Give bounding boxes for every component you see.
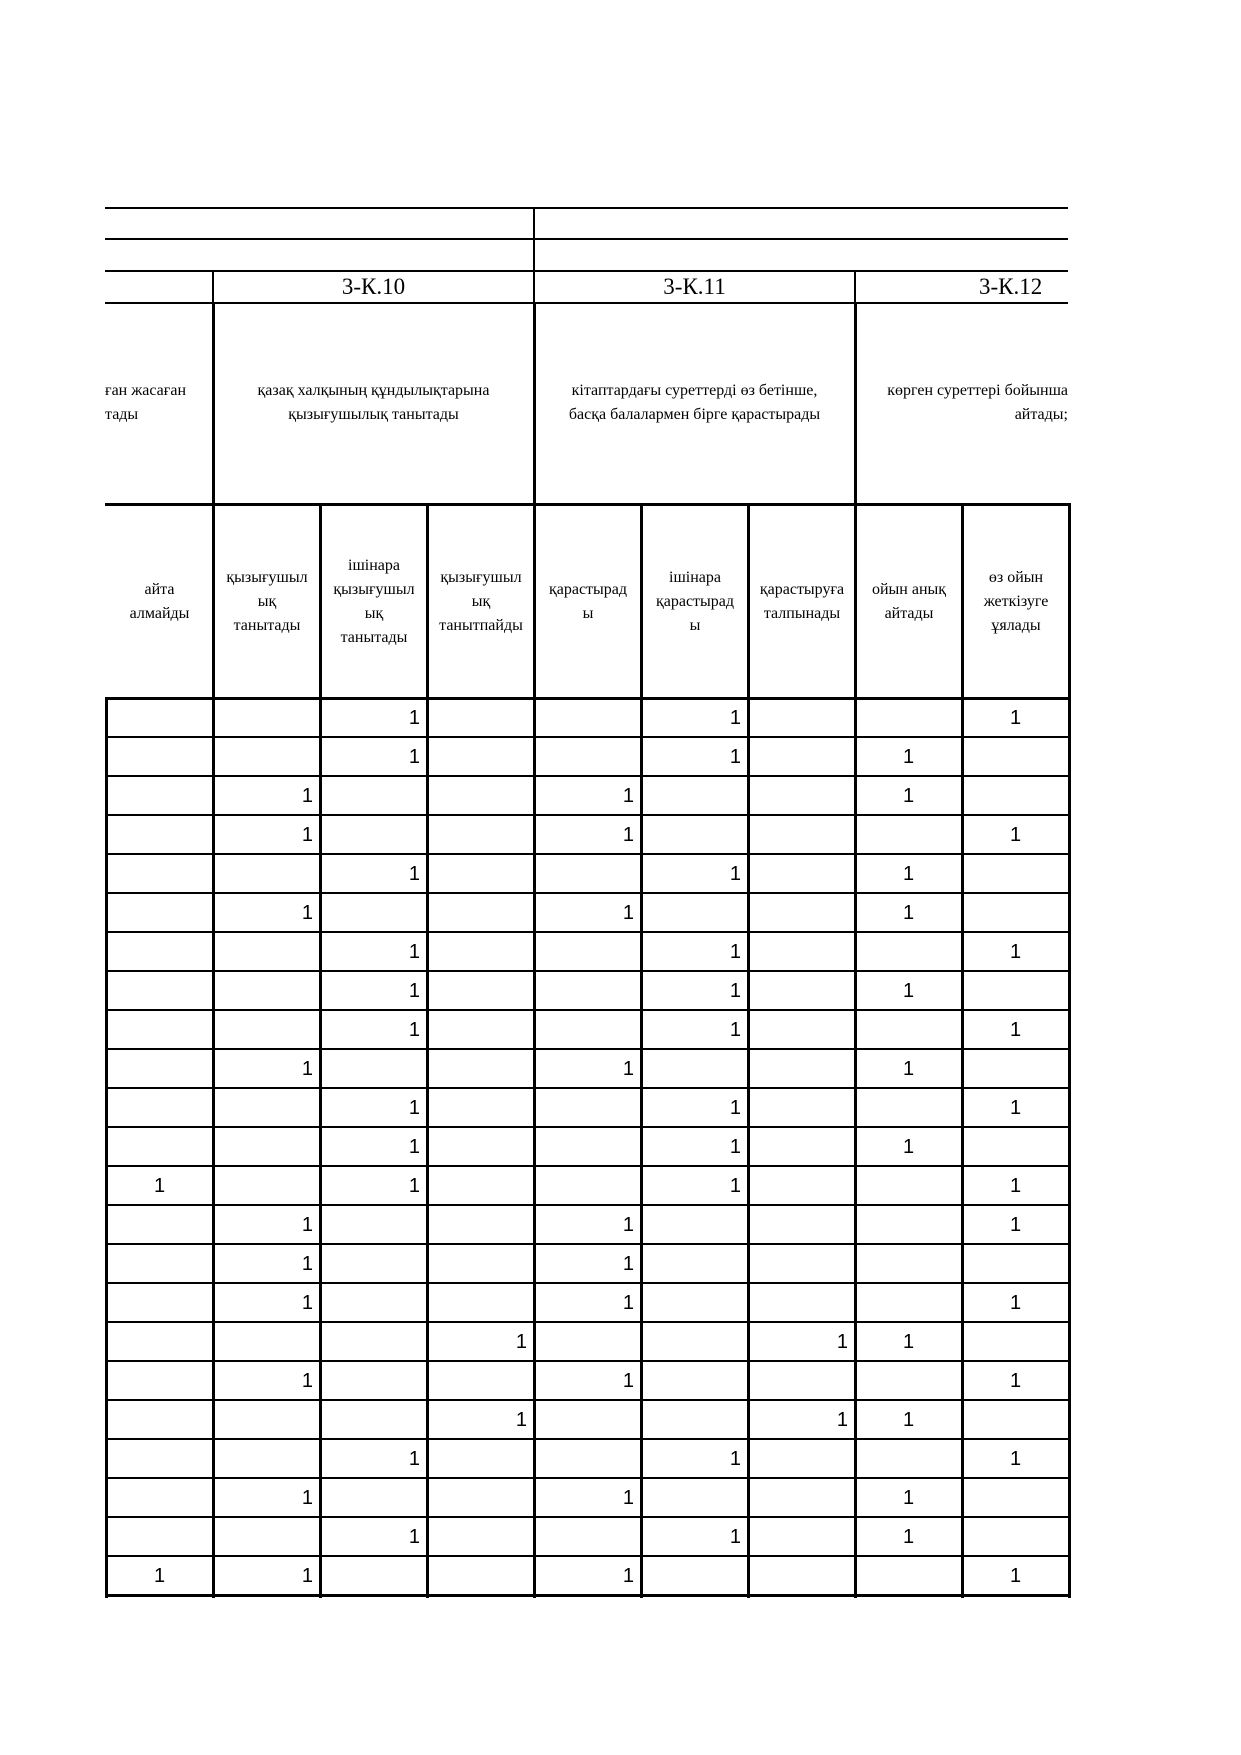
table-cell: [856, 1362, 961, 1400]
table-cell: [535, 1323, 634, 1361]
table-cell: [214, 738, 313, 776]
table-cell: [214, 1011, 313, 1049]
table-cell: [107, 1089, 212, 1127]
table-cell: [749, 1128, 848, 1166]
code-3k11: 3-К.11: [663, 274, 726, 299]
table-cell: [535, 972, 634, 1010]
table-cell: 1: [301, 1487, 313, 1509]
table-cell: 1: [408, 941, 420, 963]
table-cell: 1: [301, 824, 313, 846]
sub-header-4: қарастырад ы: [548, 580, 628, 622]
table-cell: 1: [729, 980, 741, 1002]
table-cell: [428, 972, 527, 1010]
table-cell: 1: [301, 1253, 313, 1275]
table-cell: [214, 1323, 313, 1361]
table-cell: [749, 1206, 848, 1244]
table-cell: 1: [408, 707, 420, 729]
table-cell: 1: [301, 1565, 313, 1587]
table-cell: [107, 1323, 212, 1361]
table-cell: 1: [836, 1409, 848, 1431]
table-cell: [321, 777, 420, 815]
table-cell: [428, 1245, 527, 1283]
table-cell: [535, 1089, 634, 1127]
table-cell: [749, 972, 848, 1010]
table-cell: 1: [902, 1526, 915, 1548]
table-cell: [428, 1518, 527, 1556]
table-cell: [214, 1167, 313, 1205]
table-cell: [963, 855, 1068, 893]
table-cell: [107, 1050, 212, 1088]
table-cell: [107, 1362, 212, 1400]
table-cell: [749, 1089, 848, 1127]
table-cell: [321, 1050, 420, 1088]
table-cell: [428, 1206, 527, 1244]
table-cell: [107, 1401, 212, 1439]
table-cell: 1: [902, 980, 915, 1002]
table-cell: 1: [902, 1487, 915, 1509]
table-cell: [321, 1362, 420, 1400]
sub-header-5: ішінара қарастырад ы: [655, 568, 735, 634]
table-cell: 1: [729, 941, 741, 963]
table-cell: [749, 1050, 848, 1088]
col-line-9: [1068, 503, 1071, 1598]
table-cell: [535, 738, 634, 776]
table-cell: [856, 933, 961, 971]
table-cell: 1: [1009, 1565, 1022, 1587]
table-cell: [428, 1557, 527, 1595]
table-cell: [428, 1362, 527, 1400]
table-cell: 1: [1009, 1370, 1022, 1392]
table-cell: 1: [729, 1097, 741, 1119]
table-cell: 1: [408, 1526, 420, 1548]
table-cell: [535, 1128, 634, 1166]
table-cell: [642, 1479, 741, 1517]
table-cell: [107, 894, 212, 932]
table-cell: [107, 1245, 212, 1283]
header-rule-1: [105, 207, 1068, 209]
table-cell: 1: [902, 1331, 915, 1353]
table-cell: 1: [622, 1292, 634, 1314]
table-cell: 1: [1009, 824, 1022, 846]
table-cell: [428, 1011, 527, 1049]
table-cell: [856, 1206, 961, 1244]
table-cell: [642, 894, 741, 932]
table-cell: 1: [622, 1370, 634, 1392]
desc-3k12: [872, 379, 1068, 427]
table-cell: [642, 816, 741, 854]
table-cell: [107, 1479, 212, 1517]
code-3k10: 3-К.10: [341, 274, 406, 299]
table-cell: [428, 1440, 527, 1478]
table-cell: 1: [902, 863, 915, 885]
table-cell: [749, 855, 848, 893]
table-cell: 1: [622, 785, 634, 807]
table-cell: [749, 1362, 848, 1400]
sub-header-3: қызығушыл ық танытпайды: [439, 568, 523, 634]
table-cell: 1: [1009, 1019, 1022, 1041]
table-cell: 1: [729, 707, 741, 729]
table-cell: [963, 1479, 1068, 1517]
table-cell: [428, 1050, 527, 1088]
desc-3k10: қазақ халқының құндылықтарына қызығушылық танытады: [257, 382, 490, 423]
table-cell: [321, 1479, 420, 1517]
sub-header-7: ойын анық айтады: [871, 580, 947, 622]
table-cell: [214, 1401, 313, 1439]
table-cell: 1: [1009, 941, 1022, 963]
table-cell: [749, 816, 848, 854]
sub-header-6: қарастыруға талпынады: [759, 580, 845, 622]
table-cell: 1: [408, 746, 420, 768]
table-cell: [856, 699, 961, 737]
table-cell: [321, 816, 420, 854]
table-cell: 1: [902, 1409, 915, 1431]
table-cell: [535, 1518, 634, 1556]
table-cell: 1: [729, 1448, 741, 1470]
table-cell: 1: [622, 1253, 634, 1275]
table-cell: [535, 1011, 634, 1049]
table-cell: 1: [153, 1175, 166, 1197]
table-cell: [214, 1440, 313, 1478]
table-cell: [107, 972, 212, 1010]
table-cell: [428, 933, 527, 971]
table-cell: [963, 1518, 1068, 1556]
table-cell: [428, 1284, 527, 1322]
table-cell: [107, 1440, 212, 1478]
table-cell: 1: [515, 1331, 527, 1353]
table-cell: [642, 777, 741, 815]
table-cell: 1: [408, 863, 420, 885]
table-cell: [428, 1128, 527, 1166]
table-cell: [856, 1011, 961, 1049]
table-cell: [428, 1479, 527, 1517]
table-cell: [642, 1245, 741, 1283]
table-cell: 1: [729, 1175, 741, 1197]
table-cell: [321, 1206, 420, 1244]
table-cell: [856, 1167, 961, 1205]
table-cell: 1: [301, 1370, 313, 1392]
table-cell: [856, 816, 961, 854]
table-cell: [535, 1167, 634, 1205]
table-cell: [749, 933, 848, 971]
table-cell: [963, 1401, 1068, 1439]
table-cell: [642, 1362, 741, 1400]
table-cell: 1: [902, 785, 915, 807]
table-cell: [107, 777, 212, 815]
table-cell: [856, 1245, 961, 1283]
table-cell: 1: [1009, 1448, 1022, 1470]
table-cell: [214, 1518, 313, 1556]
header-rule-4: [105, 302, 1068, 304]
table-cell: [107, 933, 212, 971]
table-cell: [428, 894, 527, 932]
table-cell: [963, 1245, 1068, 1283]
table-cell: [321, 1284, 420, 1322]
table-cell: [749, 1011, 848, 1049]
sub-header-1: қызығушыл ық танытады: [226, 568, 308, 634]
table-cell: [963, 1323, 1068, 1361]
table-cell: 1: [902, 902, 915, 924]
table-cell: [749, 1479, 848, 1517]
table-cell: [856, 1440, 961, 1478]
table-cell: 1: [301, 785, 313, 807]
table-cell: [214, 855, 313, 893]
table-cell: [749, 1167, 848, 1205]
table-cell: 1: [729, 1136, 741, 1158]
desc-3k12-text: көрген суреттері бойынша айтады;: [887, 382, 1068, 423]
table-cell: 1: [301, 1214, 313, 1236]
table-cell: 1: [622, 824, 634, 846]
table-cell: [428, 777, 527, 815]
table-cell: [428, 738, 527, 776]
table-cell: [963, 1050, 1068, 1088]
table-cell: 1: [1009, 707, 1022, 729]
table-cell: [107, 855, 212, 893]
table-cell: [321, 1401, 420, 1439]
table-cell: 1: [301, 1058, 313, 1080]
table-cell: 1: [408, 1136, 420, 1158]
table-cell: [642, 1284, 741, 1322]
table-cell: [107, 699, 212, 737]
table-cell: [107, 1518, 212, 1556]
table-cell: 1: [729, 863, 741, 885]
table-cell: [107, 1206, 212, 1244]
table-cell: [963, 972, 1068, 1010]
table-cell: 1: [622, 1565, 634, 1587]
table-cell: 1: [1009, 1292, 1022, 1314]
header-rule-2: [105, 238, 1068, 240]
table-cell: [535, 1401, 634, 1439]
table-cell: [856, 1284, 961, 1322]
table-cell: [321, 1557, 420, 1595]
table-cell: [963, 894, 1068, 932]
table-cell: 1: [729, 746, 741, 768]
table-cell: 1: [622, 1058, 634, 1080]
table-cell: 1: [902, 746, 915, 768]
table-cell: 1: [301, 902, 313, 924]
table-cell: 1: [408, 980, 420, 1002]
table-cell: [214, 933, 313, 971]
sub-header-2: ішінара қызығушыл ық танытады: [333, 556, 415, 646]
header-divider-c-bold: [854, 302, 857, 504]
desc-3k11: кітаптардағы суреттерді өз бетінше, басқа балалармен бірге қарастырады: [568, 382, 821, 423]
table-cell: 1: [902, 1136, 915, 1158]
table-cell: [535, 855, 634, 893]
table-cell: [107, 816, 212, 854]
table-cell: 1: [408, 1019, 420, 1041]
table-cell: 1: [902, 1058, 915, 1080]
table-cell: 1: [729, 1526, 741, 1548]
table-cell: [535, 1440, 634, 1478]
table-cell: [321, 894, 420, 932]
table-cell: [642, 1401, 741, 1439]
table-cell: [535, 933, 634, 971]
table-cell: [107, 738, 212, 776]
table-cell: 1: [1009, 1097, 1022, 1119]
table-cell: [535, 699, 634, 737]
table-cell: 1: [729, 1019, 741, 1041]
sub-header-8: өз ойын жеткізуге ұялады: [983, 568, 1049, 634]
table-cell: 1: [301, 1292, 313, 1314]
table-cell: [749, 777, 848, 815]
table-cell: [214, 699, 313, 737]
table-cell: [749, 699, 848, 737]
table-cell: 1: [408, 1097, 420, 1119]
table-cell: [749, 894, 848, 932]
table-cell: [428, 1167, 527, 1205]
table-cell: [856, 1557, 961, 1595]
table-cell: [107, 1284, 212, 1322]
table-cell: [107, 1011, 212, 1049]
table-cell: [749, 1284, 848, 1322]
table-cell: [428, 699, 527, 737]
desc-partial-left: ған жасаған тады: [105, 382, 187, 423]
code-3k12: 3-К.12: [979, 274, 1043, 299]
table-cell: 1: [622, 1214, 634, 1236]
table-cell: [963, 777, 1068, 815]
table-cell: [642, 1323, 741, 1361]
table-cell: [428, 816, 527, 854]
table-cell: [749, 1245, 848, 1283]
table-cell: [856, 1089, 961, 1127]
table-cell: 1: [1009, 1175, 1022, 1197]
table-cell: 1: [622, 902, 634, 924]
table-cell: [321, 1323, 420, 1361]
table-cell: 1: [1009, 1214, 1022, 1236]
table-cell: [321, 1245, 420, 1283]
table-cell: [214, 1128, 313, 1166]
table-cell: [963, 1128, 1068, 1166]
table-cell: [749, 1440, 848, 1478]
table-cell: 1: [408, 1175, 420, 1197]
table-cell: [642, 1557, 741, 1595]
table-cell: [214, 1089, 313, 1127]
sub-header-0: айта алмайды: [129, 580, 190, 622]
table-cell: 1: [622, 1487, 634, 1509]
table-cell: 1: [515, 1409, 527, 1431]
table-cell: 1: [836, 1331, 848, 1353]
table-cell: [642, 1050, 741, 1088]
table-cell: [749, 1518, 848, 1556]
table-cell: [428, 1089, 527, 1127]
table-cell: [642, 1206, 741, 1244]
table-cell: [428, 855, 527, 893]
table-cell: [749, 738, 848, 776]
table-cell: 1: [408, 1448, 420, 1470]
table-cell: [963, 738, 1068, 776]
table-cell: [749, 1557, 848, 1595]
table-cell: 1: [153, 1565, 166, 1587]
table-cell: [107, 1128, 212, 1166]
table-cell: [214, 972, 313, 1010]
